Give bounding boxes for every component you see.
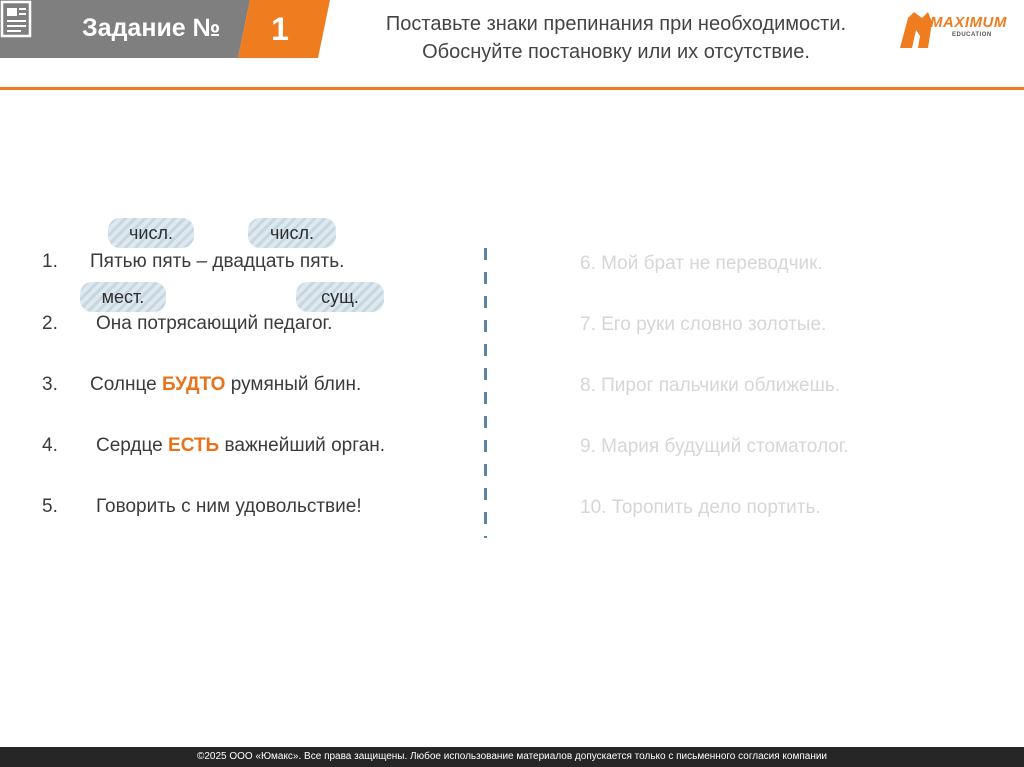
sentence-text: важнейший орган. — [219, 435, 386, 456]
footer-copyright: ©2025 ООО «Юмакс». Все права защищены. Любое использование материалов допускается только с письменного согласия компании — [0, 747, 1024, 767]
word-type-tag: мест. — [80, 282, 166, 312]
instruction — [338, 10, 894, 66]
logo-subtext: EDUCATION — [952, 32, 992, 38]
column-divider — [484, 248, 487, 538]
sentence-4 — [96, 435, 385, 457]
sentence-9: 9. Мария будущий стоматолог. — [580, 436, 849, 457]
title-bar — [0, 0, 330, 58]
item-number: 2. — [42, 313, 58, 334]
item-number: 3. — [42, 374, 58, 395]
highlighted-word: ЕСТЬ — [168, 435, 220, 456]
word-type-tag: числ. — [248, 218, 336, 248]
sentence-text: румяный блин. — [225, 374, 362, 395]
sentence-5: Говорить с ним удовольствие! — [96, 496, 362, 517]
sentence-3 — [90, 374, 361, 396]
document-icon — [0, 0, 36, 40]
task-number: 1 — [271, 11, 289, 47]
sentence-text: Солнце — [90, 374, 162, 395]
item-number: 4. — [42, 435, 58, 456]
sentence-7: 7. Его руки словно золотые. — [580, 314, 827, 335]
task-title: Задание № — [82, 14, 221, 42]
header-divider — [0, 87, 1024, 90]
header — [0, 0, 1024, 90]
sentence-2: Она потрясающий педагог. — [96, 313, 333, 334]
item-number: 5. — [42, 496, 58, 517]
sentence-8: 8. Пирог пальчики оближешь. — [580, 375, 841, 396]
word-type-tag: числ. — [108, 218, 194, 248]
instruction-line-1: Поставьте знаки препинания при необходимости. — [385, 13, 847, 35]
instruction-line-2: Обоснуйте постановку или их отсутствие. — [422, 41, 810, 63]
highlighted-word: БУДТО — [161, 374, 226, 395]
item-number: 1. — [42, 251, 58, 272]
word-type-tag: сущ. — [296, 282, 384, 312]
logo-text: MAXIMUM — [930, 14, 1007, 31]
sentence-6: 6. Мой брат не переводчик. — [580, 253, 823, 274]
sentence-text: Сердце — [96, 435, 169, 456]
sentence-1: Пятью пять – двадцать пять. — [90, 251, 345, 272]
sentence-10: 10. Торопить дело портить. — [580, 497, 821, 518]
